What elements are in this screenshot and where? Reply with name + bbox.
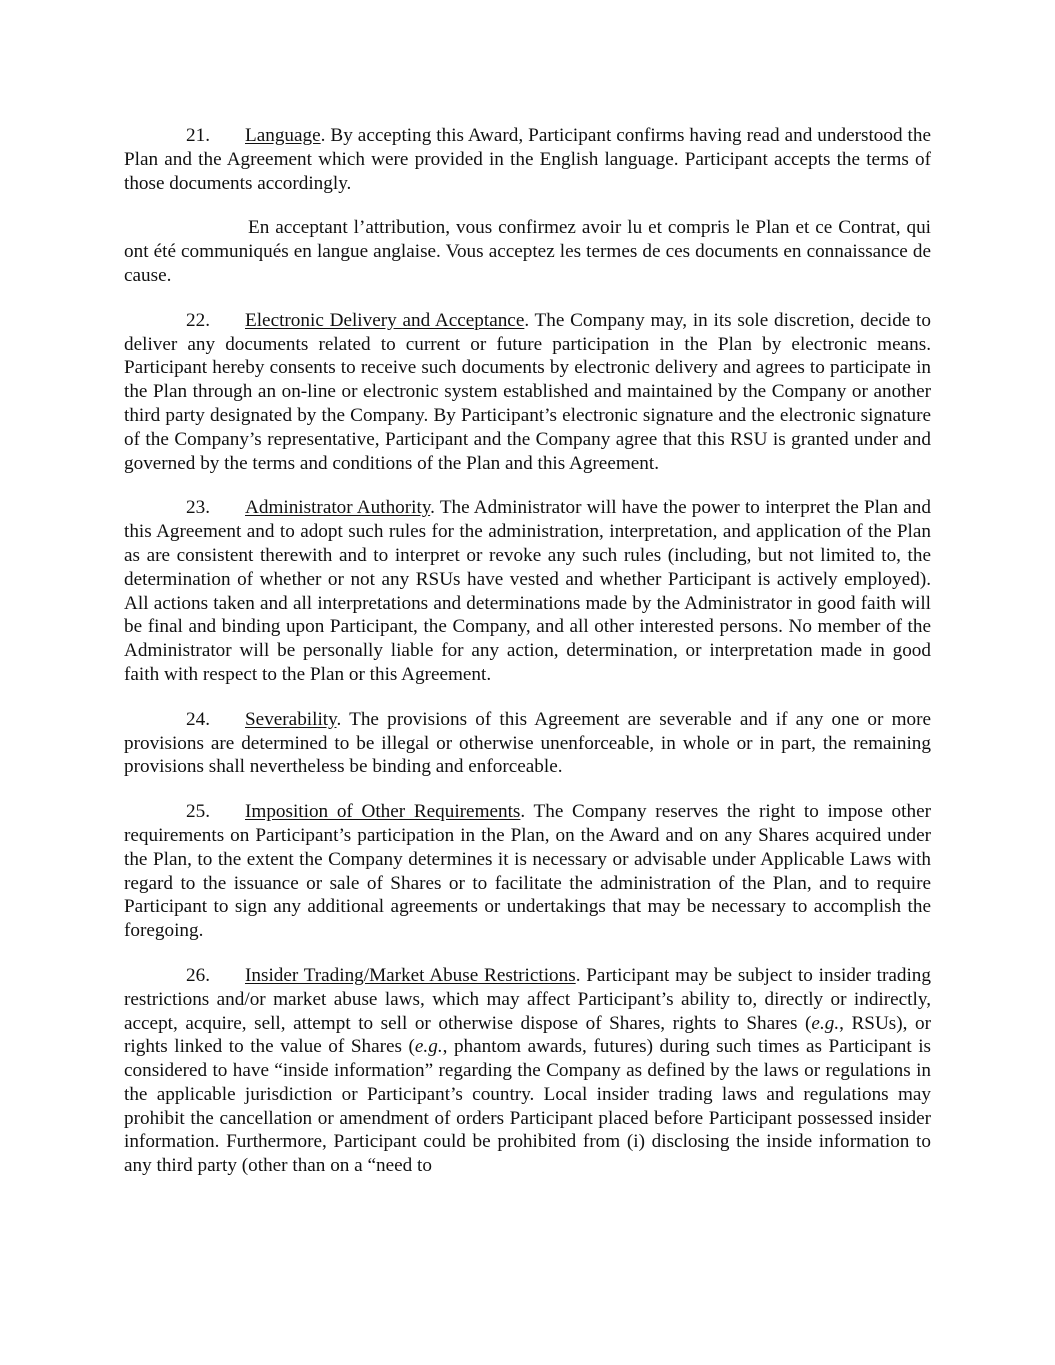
section-25-other-requirements [124,800,931,943]
section-body: , phantom awards, futures) during such times as Participant is considered to have “inside information” regarding the Company as defined by the laws or regulations in the applicable jurisdiction or Participant’s country. Local insider trading laws and regulations may prohibit the cancellation or amendment of orders Participant placed before Participant possessed insider information. Furthermore, Participant could be prohibited from (i) disclosing the inside information to any third party (other than on a “need to [124,1036,931,1177]
section-number: 24. [186,708,210,730]
example-abbreviation: e.g. [414,1036,443,1058]
section-body: . By accepting this Award, Participant confirms having read and understood the Plan and the Agreement which were provided in the English language. Participant accepts the terms of those documents accordingly. [124,125,931,194]
section-number: 22. [186,309,210,331]
section-body: . The Company reserves the right to impose other requirements on Participant’s participation in the Plan, on the Award and on any Shares acquired under the Plan, to the extent the Company determines it is necessary or advisable under Applicable Laws with regard to the issuance or sale of Shares or to facilitate the administration of the Plan, and to require Participant to sign any additional agreements or undertakings that may be necessary to accomplish the foregoing. [124,801,931,942]
section-body: . The Administrator will have the power to interpret the Plan and this Agreement and to adopt such rules for the administration, interpretation, and application of the Plan as are consistent therewith and to interpret or revoke any such rules (including, but not limited to, the determination of whether or not any RSUs have vested and whether Participant is actively employed). All actions taken and all interpretations and determinations made by the Administrator in good faith will be final and binding upon Participant, the Company, and all other interested persons. No member of the Administrator will be personally liable for any action, determination, or interpretation made in good faith with respect to the Plan or this Agreement. [124,497,931,685]
section-heading: Administrator Authority [245,497,431,519]
section-number: 21. [186,125,210,146]
section-heading: Insider Trading/Market Abuse Restrictions [245,964,576,986]
section-23-administrator-authority [124,496,931,686]
section-body: . Participant may be subject to insider trading restrictions and/or market abuse laws, which may affect Participant’s ability to, directly or indirectly, accept, acquire, sell, attempt to sell or otherwise dispose of Shares, rights to Shares ( [124,964,931,1034]
section-heading: Language [245,125,321,146]
section-body: En acceptant l’attribution, vous confirmez avoir lu et compris le Plan et ce Contrat, qui ont été communiqués en langue anglaise. Vous acceptez les termes de ces documents en connaissance de cause. [124,217,931,286]
section-body: . The provisions of this Agreement are severable and if any one or more provisions are determined to be illegal or otherwise unenforceable, in whole or in part, the remaining provisions shall nevertheless be binding and enforceable. [124,708,931,778]
section-body: . The Company may, in its sole discretion, decide to deliver any documents related to current or future participation in the Plan by electronic means. Participant hereby consents to receive such documents by electronic delivery and agrees to participate in the Plan through an on-line or electronic system established and maintained by the Company or another third party designated by the Company. By Participant’s electronic signature and the electronic signature of the Company’s representative, Participant and the Company agree that this RSU is granted under and governed by the terms and conditions of the Plan and this Agreement. [124,309,931,474]
section-22-electronic-delivery [124,309,931,476]
example-abbreviation: e.g. [811,1012,840,1034]
section-number: 25. [186,801,210,823]
section-body: , RSUs), or rights linked to the value of Shares ( [124,1012,931,1058]
section-heading: Severability [245,708,337,730]
section-24-severability [124,708,931,779]
section-26-insider-trading [124,964,931,1178]
document-page [124,124,931,1199]
section-number: 23. [186,497,210,519]
section-heading: Electronic Delivery and Acceptance [245,309,525,331]
section-heading: Imposition of Other Requirements [245,801,521,823]
section-21-language [124,124,931,195]
section-21-french-translation [124,216,931,287]
section-number: 26. [186,964,210,986]
